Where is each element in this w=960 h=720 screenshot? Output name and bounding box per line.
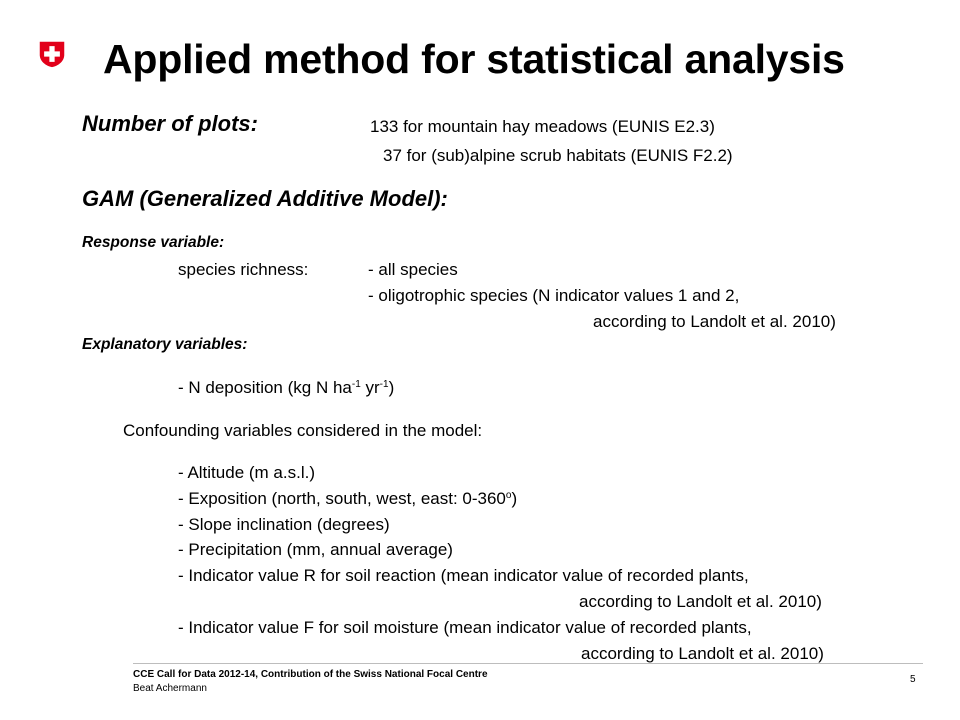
- indicator-r-reference: according to Landolt et al. 2010): [579, 592, 822, 611]
- page-number: 5: [910, 674, 916, 685]
- n-deposition-item: - N deposition (kg N $ha^{-1}$ $yr^{-1}$): [178, 378, 395, 397]
- plots-label: Number of plots:: [82, 111, 258, 136]
- response-variable-label: Response variable:: [82, 234, 225, 251]
- footer-author: Beat Achermann: [133, 683, 207, 694]
- indicator-f-item: - Indicator value F for soil moisture (mean indicator value of recorded plants,: [178, 618, 752, 637]
- plots-line-2: 37 for (sub)alpine scrub habitats (EUNIS F2.2): [383, 146, 733, 165]
- slope-item: - Slope inclination (degrees): [178, 515, 390, 534]
- explanatory-variables-label: Explanatory variables:: [82, 336, 248, 353]
- swiss-flag-logo: [38, 40, 66, 68]
- oligotrophic-species-item: - oligotrophic species (N indicator values 1 and 2,: [368, 286, 740, 305]
- altitude-item: - Altitude (m a.s.l.): [178, 463, 315, 482]
- gam-heading: GAM (Generalized Additive Model):: [82, 186, 448, 211]
- plots-line-1: 133 for mountain hay meadows (EUNIS E2.3): [370, 117, 715, 136]
- indicator-r-item: - Indicator value R for soil reaction (mean indicator value of recorded plants,: [178, 566, 749, 585]
- confounding-heading: Confounding variables considered in the model:: [123, 421, 483, 440]
- footer-divider: [133, 663, 923, 664]
- species-richness-label: species richness:: [178, 260, 309, 279]
- indicator-f-reference: according to Landolt et al. 2010): [581, 644, 824, 663]
- precipitation-item: - Precipitation (mm, annual average): [178, 540, 453, 559]
- page-title: Applied method for statistical analysis: [103, 36, 845, 82]
- all-species-item: - all species: [368, 260, 458, 279]
- oligotrophic-reference: according to Landolt et al. 2010): [593, 312, 836, 331]
- footer-event: CCE Call for Data 2012-14, Contribution of the Swiss National Focal Centre: [133, 669, 488, 680]
- exposition-item: - Exposition (north, south, west, east: 0-360$^o$): [178, 489, 518, 508]
